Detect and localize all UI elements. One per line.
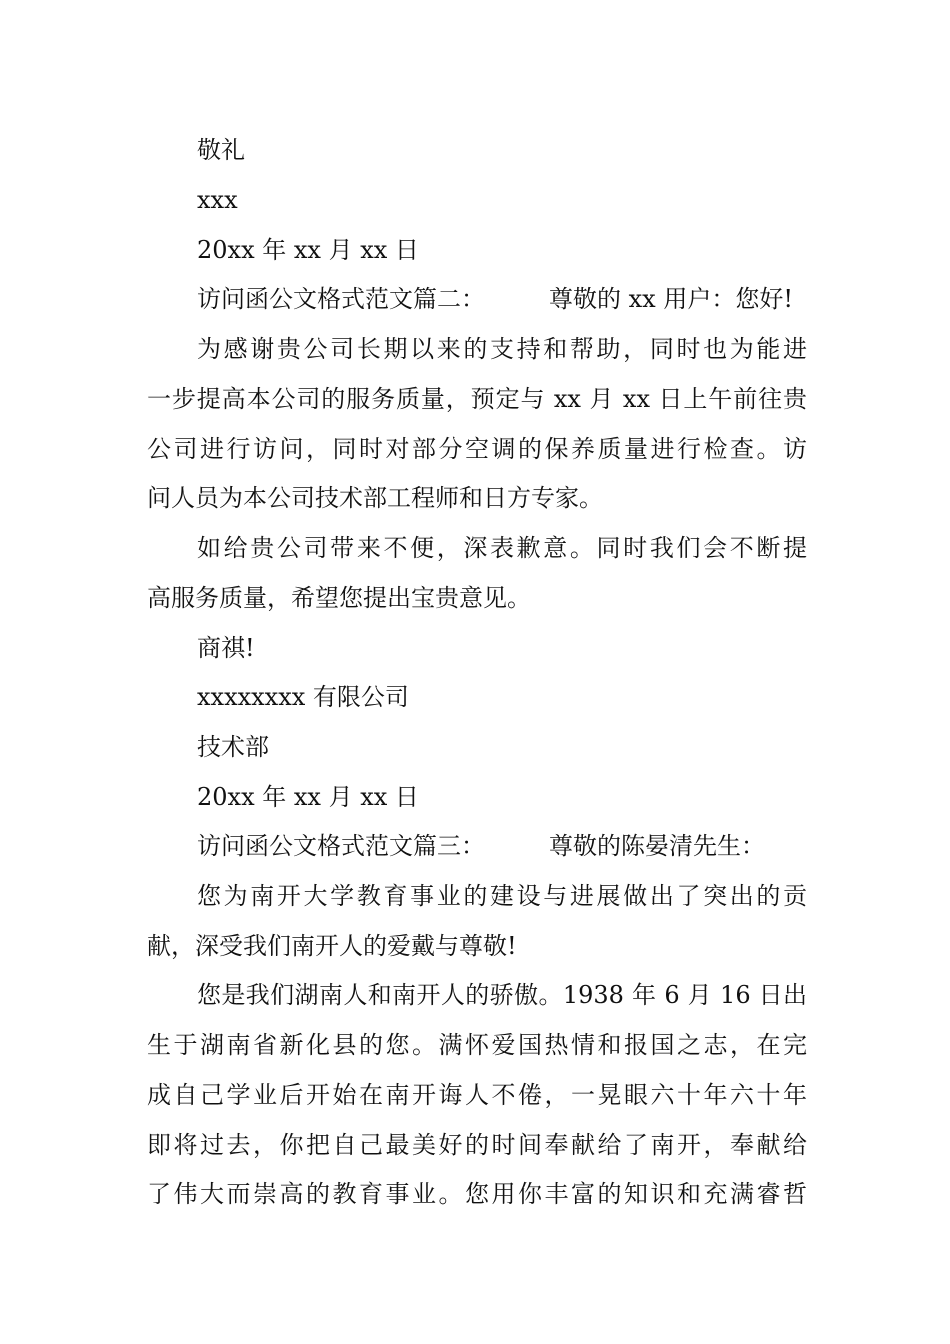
closing-salutation: 商祺! <box>197 634 255 662</box>
paragraph-line: 如给贵公司带来不便，深表歉意。同时我们会不断提 <box>197 534 807 562</box>
section-heading-3 <box>197 831 807 861</box>
paragraph-line: 高服务质量，希望您提出宝贵意见。 <box>147 584 531 612</box>
paragraph-line: 生于湖南省新化县的您。满怀爱国热情和报国之志，在完 <box>147 1031 807 1059</box>
signature-department: 技术部 <box>197 733 269 761</box>
signature-date: 20xx 年 xx 月 xx 日 <box>197 236 419 264</box>
section-heading-2 <box>197 284 807 314</box>
paragraph-line: 成自己学业后开始在南开诲人不倦，一晃眼六十年六十年 <box>147 1081 807 1109</box>
signature-company: xxxxxxxx 有限公司 <box>197 683 409 711</box>
signature-date: 20xx 年 xx 月 xx 日 <box>197 783 419 811</box>
greeting: 尊敬的 xx 用户：您好! <box>549 285 793 313</box>
paragraph-line: 即将过去，你把自己最美好的时间奉献给了南开，奉献给 <box>147 1131 807 1159</box>
closing-salutation: 敬礼 <box>197 136 245 164</box>
paragraph-line: 一步提高本公司的服务质量，预定与 xx 月 xx 日上午前往贵 <box>147 385 807 413</box>
paragraph-line: 献，深受我们南开人的爱戴与尊敬! <box>147 932 517 960</box>
paragraph-line: 您为南开大学教育事业的建设与进展做出了突出的贡 <box>197 882 807 910</box>
paragraph-line: 您是我们湖南人和南开人的骄傲。1938 年 6 月 16 日出 <box>197 981 807 1009</box>
section-title: 访问函公文格式范文篇二： <box>197 285 485 313</box>
signature-name: xxx <box>197 186 238 214</box>
paragraph-line: 问人员为本公司技术部工程师和日方专家。 <box>147 484 603 512</box>
section-title: 访问函公文格式范文篇三： <box>197 832 485 860</box>
paragraph-line: 公司进行访问，同时对部分空调的保养质量进行检查。访 <box>147 435 807 463</box>
paragraph-line: 为感谢贵公司长期以来的支持和帮助，同时也为能进 <box>197 335 807 363</box>
paragraph-line: 了伟大而崇高的教育事业。您用你丰富的知识和充满睿哲 <box>147 1180 807 1208</box>
greeting: 尊敬的陈晏清先生： <box>549 832 765 860</box>
